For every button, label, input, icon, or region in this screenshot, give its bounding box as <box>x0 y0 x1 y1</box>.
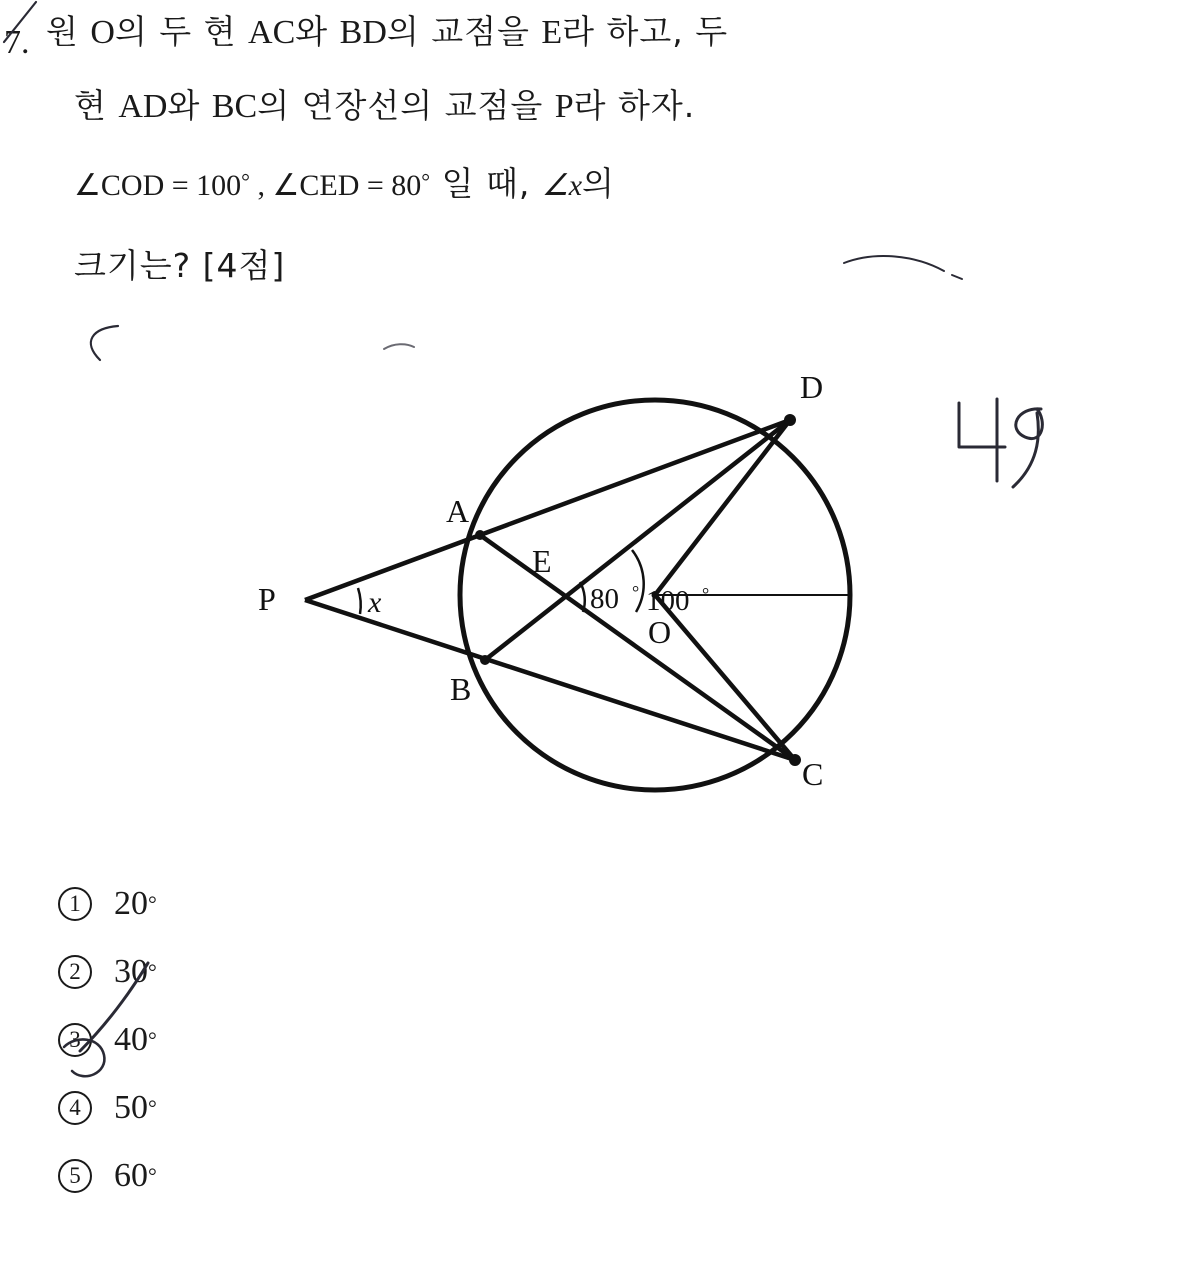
label-e: E <box>532 543 552 579</box>
chord-ac <box>480 535 795 760</box>
q3-angle-ced: ∠CED = 80 <box>272 169 422 202</box>
label-a: A <box>446 493 470 529</box>
label-p: P <box>258 581 276 617</box>
q3-deg-1: ° <box>241 168 250 194</box>
label-x: x <box>368 586 382 619</box>
question-number: 7. <box>4 24 30 61</box>
pen-answer-note <box>945 395 1065 505</box>
question-line-3 <box>74 158 615 205</box>
choice-5-number: 5 <box>58 1159 92 1193</box>
choice-5-degree: ° <box>148 1163 157 1188</box>
q2-seg-b: AD <box>118 88 168 125</box>
label-angle-100: 100 <box>646 585 690 617</box>
angle-arc-100 <box>632 550 644 612</box>
question-line-2 <box>74 80 695 127</box>
choice-4-number: 4 <box>58 1091 92 1125</box>
q1-seg-g: 의 교점을 <box>386 12 542 51</box>
choice-4-value: 50 <box>114 1089 148 1126</box>
label-b: B <box>450 671 472 707</box>
chord-bd <box>485 420 790 660</box>
choice-2-degree: ° <box>148 959 157 984</box>
q3-ko-a: 일 때, <box>430 164 542 203</box>
choice-5-value: 60 <box>114 1157 148 1194</box>
angle-arc-x <box>358 588 361 614</box>
label-angle-100-deg: ° <box>702 584 710 604</box>
question-line-1 <box>46 6 728 53</box>
choice-4-degree: ° <box>148 1095 157 1120</box>
label-angle-80-deg: ° <box>632 582 640 602</box>
pen-dash-mark <box>840 245 970 285</box>
question-line-4: 크기는? [4점] <box>74 246 286 285</box>
q2-seg-e: 의 연장선의 교점을 <box>257 86 555 125</box>
choice-2-value: 30 <box>114 953 148 990</box>
choice-3-value: 40 <box>114 1021 148 1058</box>
point-a <box>475 530 485 540</box>
q3-angle-cod: ∠COD = 100 <box>74 169 242 202</box>
choice-1-degree: ° <box>148 891 157 916</box>
q1-seg-a: 원 <box>46 12 91 51</box>
figure-svg <box>250 360 950 830</box>
q3-sep: , <box>249 169 273 202</box>
choice-5[interactable] <box>58 1142 478 1210</box>
point-b <box>480 655 490 665</box>
q1-seg-h: E <box>541 14 563 51</box>
q1-seg-f: BD <box>339 14 387 51</box>
q1-seg-e: 와 <box>295 12 340 51</box>
q1-seg-c: 의 두 현 <box>114 12 249 51</box>
q2-seg-a: 현 <box>74 86 119 125</box>
choice-2[interactable] <box>58 938 478 1006</box>
q2-seg-f: P <box>554 88 574 125</box>
choice-1-value: 20 <box>114 885 148 922</box>
line-pc <box>305 600 795 760</box>
choice-3-number: 3 <box>58 1023 92 1057</box>
pen-smudge-mark <box>380 335 420 360</box>
q3-deg-2: ° <box>421 168 431 194</box>
choice-4[interactable] <box>58 1074 478 1142</box>
label-o: O <box>648 614 672 650</box>
point-c <box>789 754 801 766</box>
label-d: D <box>800 369 824 405</box>
q2-seg-g: 라 하자. <box>573 86 696 125</box>
answer-choices <box>58 870 478 1210</box>
q2-seg-c: 와 <box>167 86 212 125</box>
q1-seg-i: 라 하고, 두 <box>562 12 729 51</box>
choice-1[interactable] <box>58 870 478 938</box>
geometry-figure <box>250 360 950 830</box>
label-c: C <box>802 756 824 792</box>
q1-seg-b: O <box>90 14 115 51</box>
choice-1-number: 1 <box>58 887 92 921</box>
q3-ko-b: 의 <box>582 164 615 203</box>
choice-2-number: 2 <box>58 955 92 989</box>
label-angle-80: 80 <box>590 583 619 615</box>
q3-angle-x: ∠x <box>541 169 583 202</box>
q1-seg-d: AC <box>248 14 296 51</box>
point-d <box>784 414 796 426</box>
choice-3[interactable] <box>58 1006 478 1074</box>
pen-caret-mark <box>70 320 140 370</box>
choice-3-degree: ° <box>148 1027 157 1052</box>
q2-seg-d: BC <box>211 88 258 125</box>
